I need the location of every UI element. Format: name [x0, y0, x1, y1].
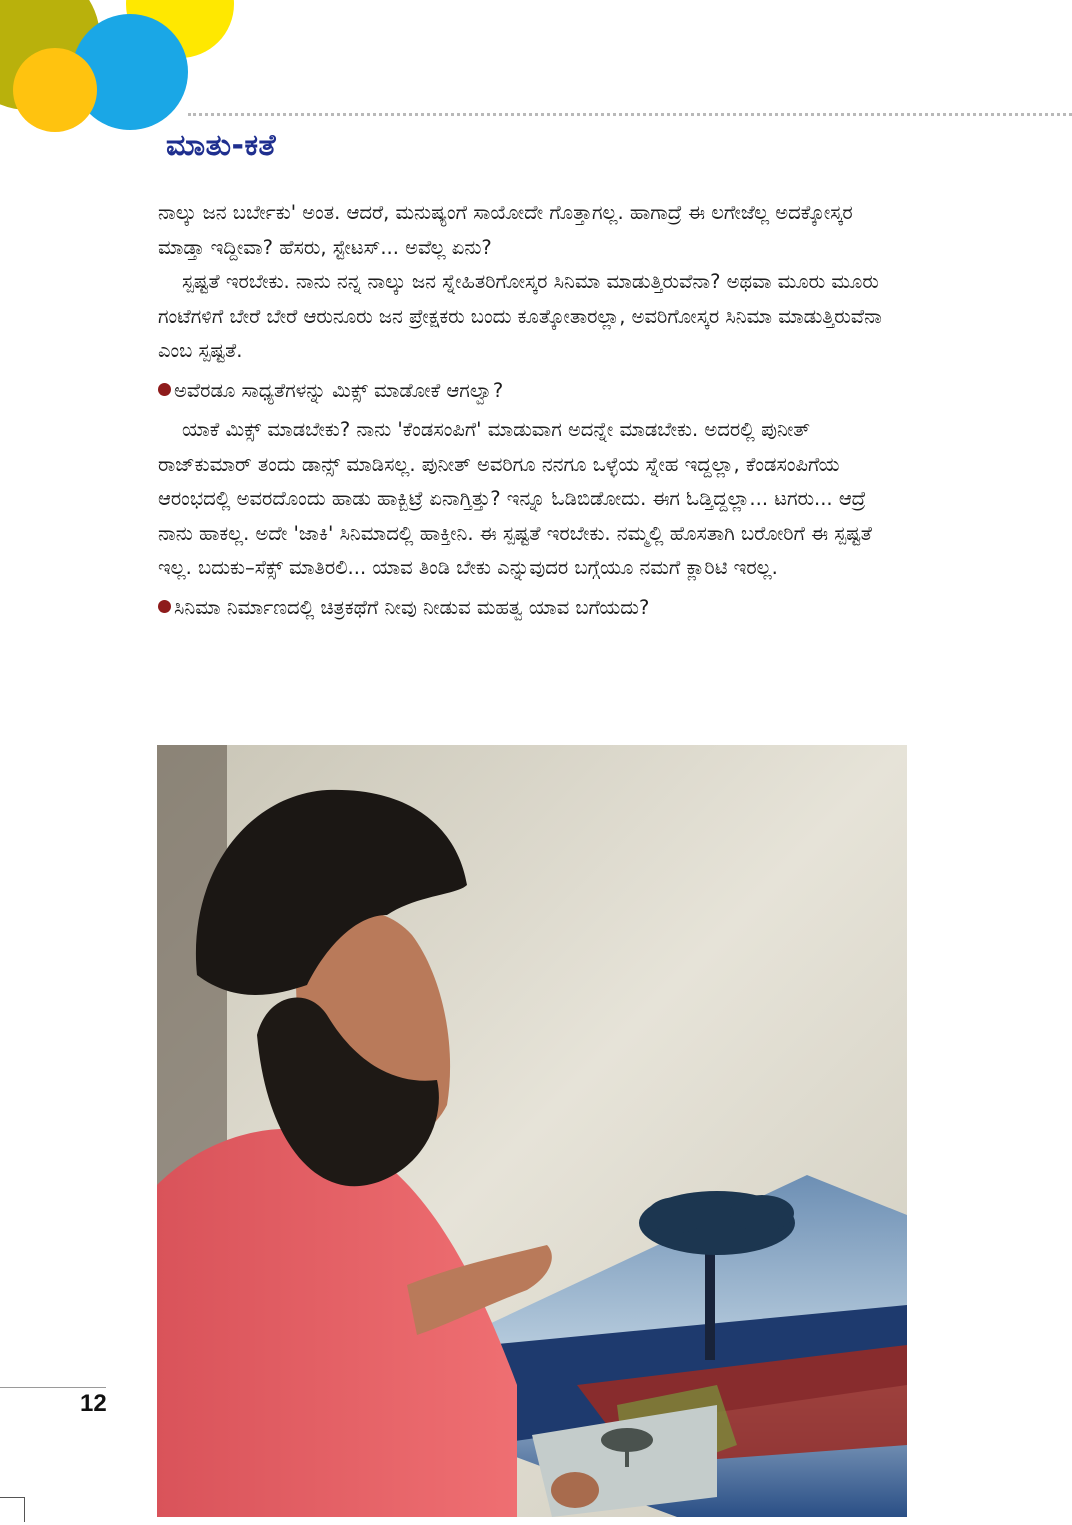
bullet-icon	[158, 600, 171, 613]
article-body	[158, 196, 900, 630]
interview-question	[158, 591, 900, 626]
orange-circle	[13, 48, 97, 132]
section-title: ಮಾತು-ಕತೆ	[166, 128, 277, 163]
footer-rule	[0, 1387, 106, 1388]
crop-mark	[0, 1497, 25, 1522]
photo-illustration	[157, 745, 907, 1517]
question-text: ಸಿನಿಮಾ ನಿರ್ಮಾಣದಲ್ಲಿ ಚಿತ್ರಕಥೆಗೆ ನೀವು ನೀಡುವ ಮಹತ್ವ ಯಾವ ಬಗೆಯದು?	[174, 595, 650, 619]
tree-trunk	[705, 1240, 715, 1360]
article-photo	[157, 745, 907, 1517]
paragraph: ಯಾಕೆ ಮಿಕ್ಸ್ ಮಾಡಬೇಕು? ನಾನು 'ಕೆಂಡಸಂಪಿಗೆ' ಮಾಡುವಾಗ ಅದನ್ನೇ ಮಾಡಬೇಕು. ಅದರಲ್ಲಿ ಪುನೀತ್ ರಾಜ್‌ಕುಮಾರ್ ತಂದು ಡಾನ್ಸ್ ಮಾಡಿಸಲ್ಲ. ಪುನೀತ್ ಅವರಿಗೂ ನನಗೂ ಒಳ್ಳೆಯ ಸ್ನೇಹ ಇದ್ದಲ್ಲಾ, ಕೆಂಡಸಂಪಿಗೆಯ ಆರಂಭದಲ್ಲಿ ಅವರದೊಂದು ಹಾಡು ಹಾಕ್ಬಿಟ್ರೆ ಏನಾಗ್ತಿತ್ತು? ಇನ್ನೂ ಓಡಿಬಿಡೋದು. ಈಗ ಓಡ್ತಿದ್ದಲ್ಲಾ... ಟಗರು... ಆದ್ರೆ ನಾನು ಹಾಕಲ್ಲ. ಅದೇ 'ಜಾಕಿ' ಸಿನಿಮಾದಲ್ಲಿ ಹಾಕ್ತೀನಿ. ಈ ಸ್ಪಷ್ಟತೆ ಇರಬೇಕು. ನಮ್ಮಲ್ಲಿ ಹೊಸತಾಗಿ ಬರೋರಿಗೆ ಈ ಸ್ಪಷ್ಟತೆ ಇಲ್ಲ. ಬದುಕು–ಸೆಕ್ಸ್ ಮಾತಿರಲಿ... ಯಾವ ತಿಂಡಿ ಬೇಕು ಎನ್ನುವುದರ ಬಗ್ಗೆಯೂ ನಮಗೆ ಕ್ಲಾರಿಟಿ ಇರಲ್ಲ.	[158, 418, 872, 579]
paragraph: ನಾಲ್ಕು ಜನ ಬರ್ಬೇಕು' ಅಂತ. ಆದರೆ, ಮನುಷ್ಯಂಗೆ ಸಾಯೋದೇ ಗೊತ್ತಾಗಲ್ಲ. ಹಾಗಾದ್ರೆ ಈ ಲಗೇಜೆಲ್ಲ ಅದಕ್ಕೋಸ್ಕರ ಮಾಡ್ತಾ ಇದ್ದೀವಾ? ಹೆಸರು, ಸ್ಟೇಟಸ್... ಅವೆಲ್ಲ ಏನು?	[158, 201, 853, 259]
decorative-circles-graphic	[0, 0, 240, 140]
man-hand	[551, 1472, 599, 1508]
header-dotted-rule	[188, 113, 1072, 116]
page-number: 12	[80, 1390, 107, 1417]
question-text: ಅವೆರಡೂ ಸಾಧ್ಯತೆಗಳನ್ನು ಮಿಕ್ಸ್ ಮಾಡೋಕೆ ಆಗಲ್ವಾ?	[174, 378, 504, 402]
bullet-icon	[158, 383, 171, 396]
interview-question	[158, 374, 900, 409]
paragraph: ಸ್ಪಷ್ಟತೆ ಇರಬೇಕು. ನಾನು ನನ್ನ ನಾಲ್ಕು ಜನ ಸ್ನೇಹಿತರಿಗೋಸ್ಕರ ಸಿನಿಮಾ ಮಾಡುತ್ತಿರುವೆನಾ? ಅಥವಾ ಮೂರು ಮೂರು ಗಂಟೆಗಳಿಗೆ ಬೇರೆ ಬೇರೆ ಆರುನೂರು ಜನ ಪ್ರೇಕ್ಷಕರು ಬಂದು ಕೂತ್ಕೋತಾರಲ್ಲಾ, ಅವರಿಗೋಸ್ಕರ ಸಿನಿಮಾ ಮಾಡುತ್ತಿರುವೆನಾ ಎಂಬ ಸ್ಪಷ್ಟತೆ.	[158, 270, 882, 362]
